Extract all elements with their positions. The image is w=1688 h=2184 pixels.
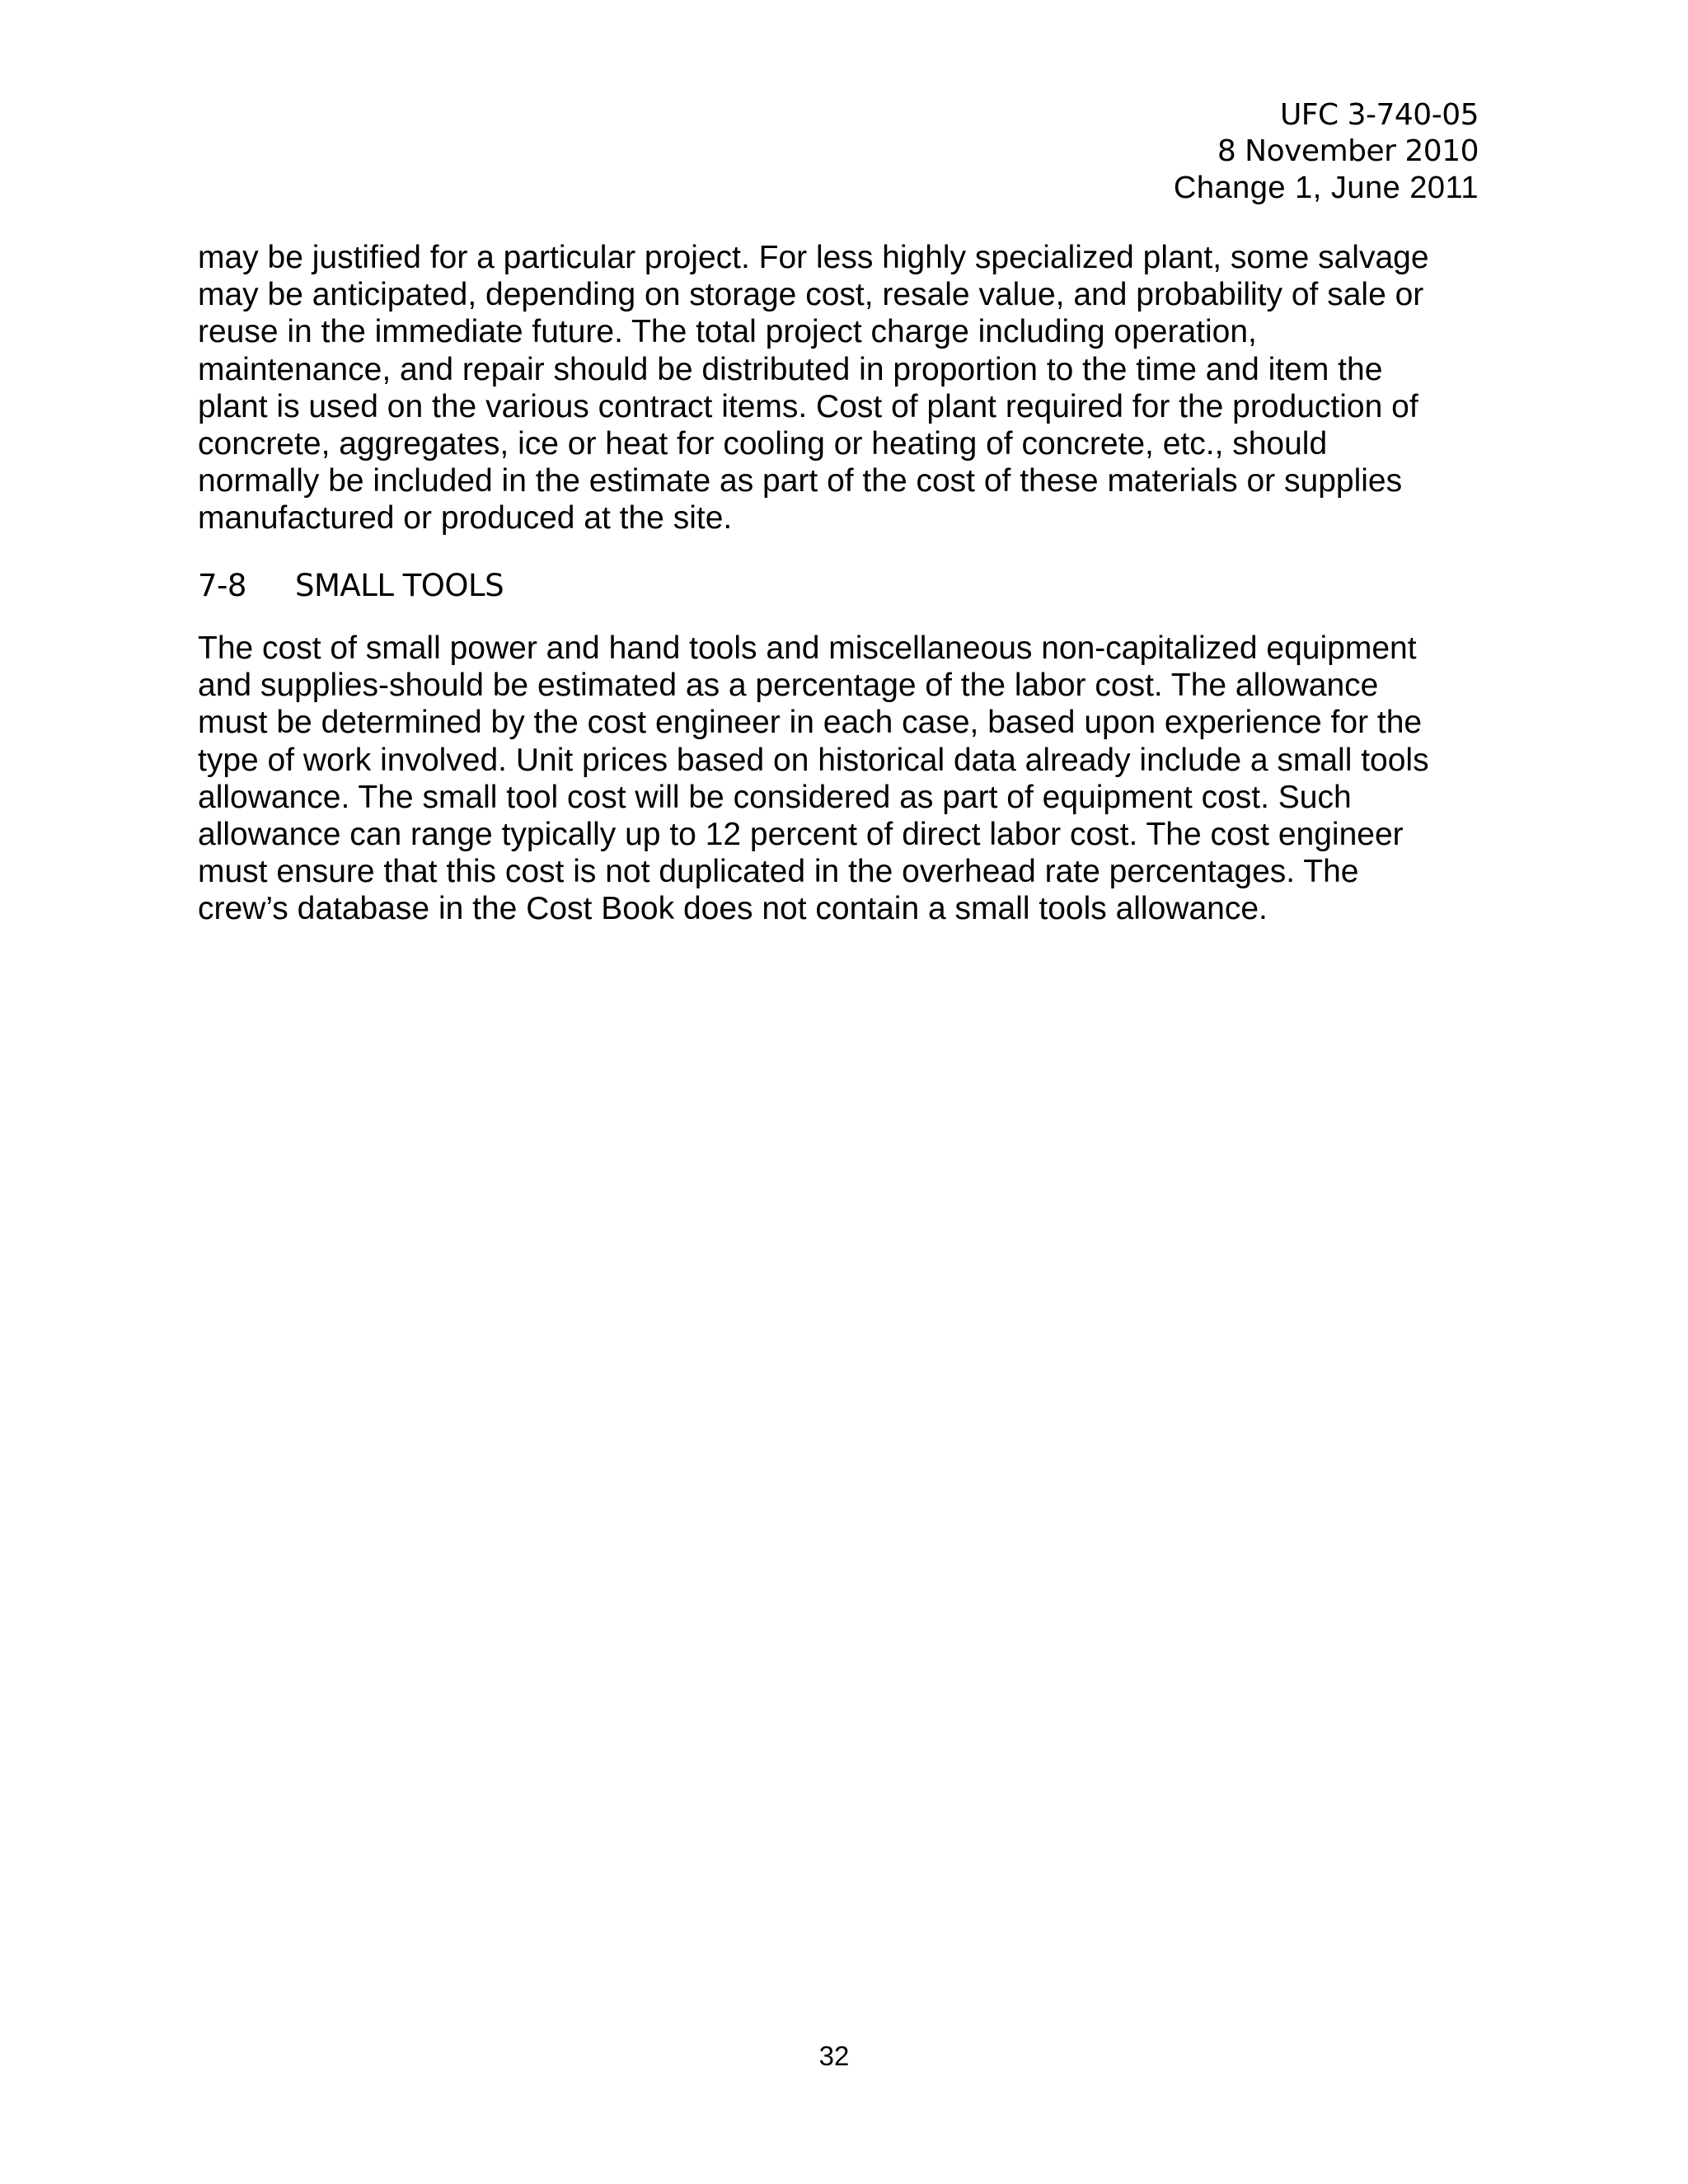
paragraph-line: type of work involved. Unit prices based on historical data already include a small tools bbox=[198, 742, 1429, 778]
paragraph-line: reuse in the immediate future. The total project charge including operation, bbox=[198, 314, 1257, 350]
paragraph-line: may be anticipated, depending on storage cost, resale value, and probability of sale or bbox=[198, 277, 1424, 313]
paragraph-line: allowance. The small tool cost will be considered as part of equipment cost. Such bbox=[198, 779, 1352, 815]
paragraph-line: must ensure that this cost is not duplicated in the overhead rate percentages. The bbox=[198, 854, 1359, 890]
paragraph-line: concrete, aggregates, ice or heat for cooling or heating of concrete, etc., should bbox=[198, 425, 1328, 462]
paragraph-line: and supplies-should be estimated as a percentage of the labor cost. The allowance bbox=[198, 668, 1379, 704]
document-id: UFC 3-740-05 bbox=[1279, 98, 1479, 132]
section-title: SMALL TOOLS bbox=[295, 568, 504, 603]
paragraph-line: The cost of small power and hand tools and miscellaneous non-capitalized equipment bbox=[198, 630, 1417, 666]
change-notice: Change 1, June 2011 bbox=[1173, 171, 1479, 205]
paragraph-line: must be determined by the cost engineer in each case, based upon experience for the bbox=[198, 705, 1423, 741]
document-date: 8 November 2010 bbox=[1217, 134, 1479, 168]
paragraph-line: may be justified for a particular project. For less highly specialized plant, some salvage bbox=[198, 240, 1429, 275]
section-number: 7-8 bbox=[198, 568, 246, 603]
paragraph-small-tools bbox=[198, 630, 1429, 928]
paragraph-line: crew’s database in the Cost Book does not contain a small tools allowance. bbox=[198, 891, 1268, 927]
paragraph-continuation bbox=[198, 239, 1429, 537]
section-heading bbox=[198, 567, 504, 604]
paragraph-line: normally be included in the estimate as part of the cost of these materials or supplies bbox=[198, 463, 1403, 499]
paragraph-line: maintenance, and repair should be distributed in proportion to the time and item the bbox=[198, 351, 1383, 387]
paragraph-line: allowance can range typically up to 12 percent of direct labor cost. The cost engineer bbox=[198, 816, 1404, 852]
paragraph-line: plant is used on the various contract items. Cost of plant required for the production of bbox=[198, 388, 1418, 424]
page-number: 32 bbox=[818, 2041, 850, 2071]
paragraph-line: manufactured or produced at the site. bbox=[198, 500, 733, 537]
document-header bbox=[1174, 97, 1479, 206]
